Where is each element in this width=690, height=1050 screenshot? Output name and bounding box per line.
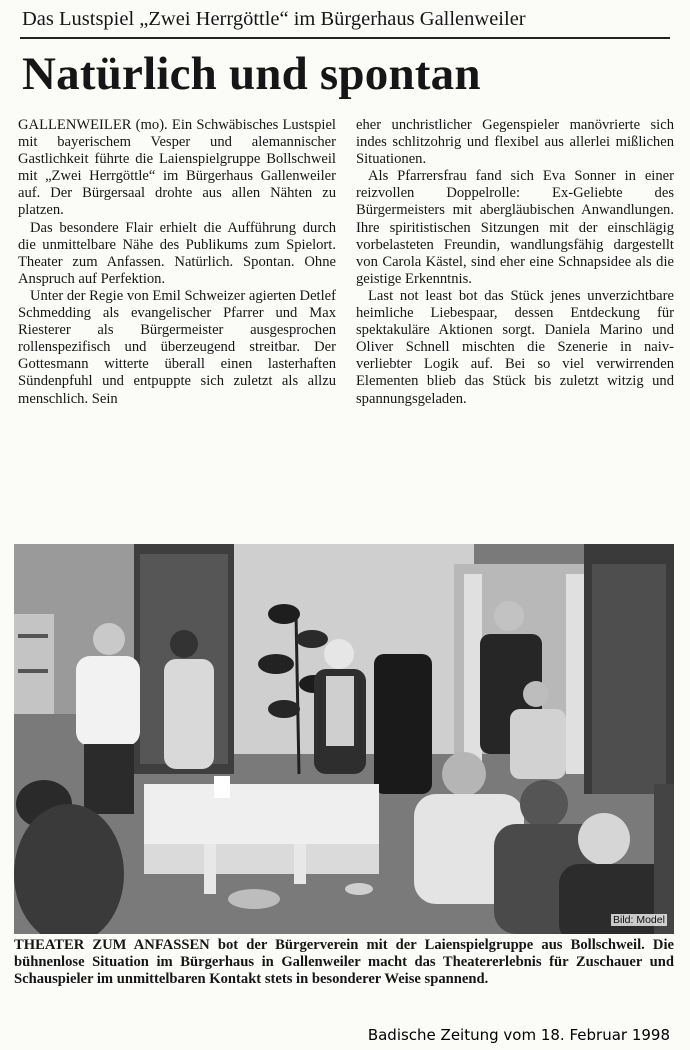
paragraph: GALLENWEILER (mo). Ein Schwäbisches Lustspiel mit bayerischem Vesper und alemannischer Gastlichkeit führte die Laienspielgruppe Bollschweil mit „Zwei Herrgöttle“ im Bürgerhaus Gallenweiler auf. Der Bürgersaal drohte aus allen Nähten zu platzen.	[18, 117, 336, 219]
paragraph: Als Pfarrersfrau fand sich Eva Sonner in einer reizvollen Doppelrolle: Ex-Geliebte des Bürgermeisters mit abergläubischen Anwandlungen. Ihre spiritistischen Sitzungen mit der einschlägig vorbelasteten Freundin, wandlungsfähig dargestellt von Carola Kästel, sind eher eine Schnapsidee als die geistige Erkenntnis.	[356, 168, 674, 287]
kicker-rule	[20, 37, 670, 39]
photo-illustration	[14, 544, 674, 934]
source-line: Badische Zeitung vom 18. Februar 1998	[367, 1026, 670, 1044]
theater-photo	[14, 544, 674, 934]
paragraph: Das besondere Flair erhielt die Aufführung durch die unmittelbare Nähe des Publikums zum Spielort. Theater zum Anfassen. Natürlich. Spontan. Ohne Anspruch auf Perfektion.	[18, 219, 336, 287]
article-column-left	[18, 117, 336, 408]
headline: Natürlich und spontan	[22, 48, 481, 100]
kicker-line: Das Lustspiel „Zwei Herrgöttle“ im Bürgerhaus Gallenweiler	[22, 8, 526, 30]
paragraph: Last not least bot das Stück jenes unverzichtbare heimliche Liebespaar, dessen Entdeckung für spektakuläre Aktionen sorgt. Daniela Marino und Oliver Schnell mischten die Szenerie in naiv-verliebter Logik auf. Bei so viel verwirrenden Elementen blieb das Stück bis zuletzt witzig und spannungsgeladen.	[356, 287, 674, 407]
paragraph: Unter der Regie von Emil Schweizer agierten Detlef Schmedding als evangelischer Pfarrer und Max Riesterer als Bürgermeister ausgesprochen rollenspezifisch und überzeugend streitbar. Der Gottesmann witterte überall einen lasterhaften Sündenpfuhl und entpuppte sich zuletzt als allzu menschlich. Sein	[18, 287, 336, 407]
article-column-right	[356, 117, 674, 408]
paragraph: eher unchristlicher Gegenspieler manövrierte sich indes schlitzohrig und flexibel aus allerlei mißlichen Situationen.	[356, 117, 674, 168]
photo-caption: THEATER ZUM ANFASSEN bot der Bürgerverein mit der Laienspielgruppe aus Bollschweil. Die bühnenlose Situation im Bürgerhaus in Gallenweiler macht das Theatererlebnis für Zuschauer und Schauspieler im unmittelbaren Kontakt stets in besonderer Weise spannend.	[14, 937, 674, 987]
photo-credit: Bild: Model	[613, 914, 665, 926]
